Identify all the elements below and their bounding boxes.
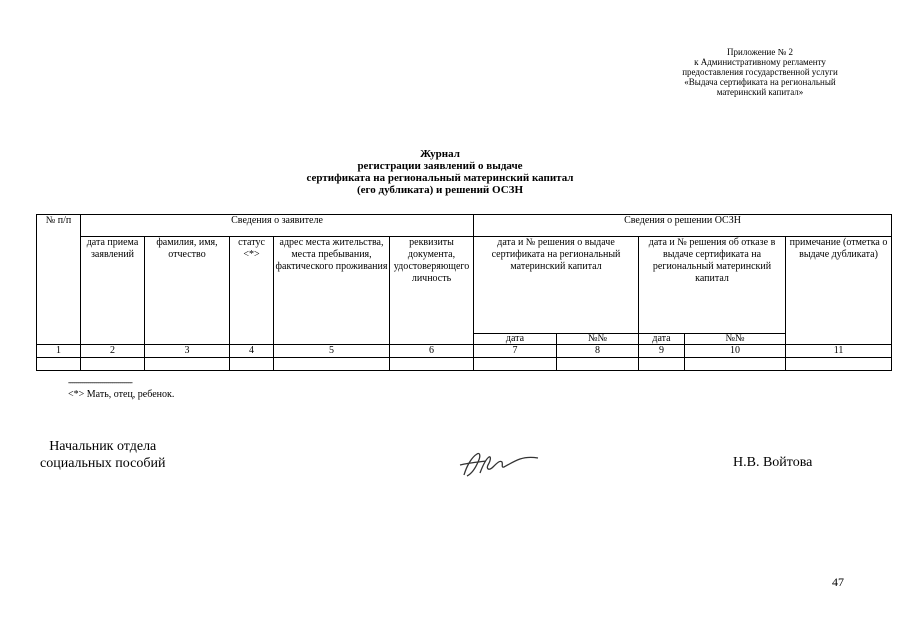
column-number: 6 (390, 345, 474, 358)
empty-cell (37, 358, 81, 371)
sub-refusal-number: №№ (685, 334, 786, 345)
column-number: 9 (639, 345, 685, 358)
column-number: 10 (685, 345, 786, 358)
title-line-2: регистрации заявлений о выдаче (357, 160, 523, 172)
journal-table (36, 214, 892, 371)
empty-cell (274, 358, 390, 371)
column-number: 1 (37, 345, 81, 358)
column-numbers-row (37, 345, 892, 358)
appendix-line-4: «Выдача сертификата на региональный (684, 77, 836, 87)
sub-refusal-date: дата (639, 334, 685, 345)
empty-cell (390, 358, 474, 371)
appendix-header (640, 47, 880, 97)
column-number: 3 (145, 345, 230, 358)
empty-cell (685, 358, 786, 371)
appendix-line-3: предоставления государственной услуги (682, 67, 838, 77)
empty-cell (145, 358, 230, 371)
header-decision: Сведения о решении ОСЗН (474, 215, 892, 237)
col-address: адрес места жительства, места пребывания, фактического проживания (274, 237, 390, 345)
empty-cell (474, 358, 557, 371)
column-number: 4 (230, 345, 274, 358)
handwritten-signature (458, 447, 540, 481)
empty-cell (557, 358, 639, 371)
empty-cell (230, 358, 274, 371)
col-issue-decision: дата и № решения о выдаче сертификата на региональный материнский капитал (474, 237, 639, 334)
column-number: 5 (274, 345, 390, 358)
footnote-separator: -------------------------------- (68, 377, 132, 387)
header-number: № п/п (37, 215, 81, 345)
empty-entry-row (37, 358, 892, 371)
signer-name: Н.В. Войтова (733, 455, 813, 470)
header-applicant: Сведения о заявителе (81, 215, 474, 237)
column-number: 8 (557, 345, 639, 358)
title-line-1: Журнал (420, 148, 460, 160)
document-title (250, 148, 630, 196)
sub-issue-date: дата (474, 334, 557, 345)
col-refusal-decision: дата и № решения об отказе в выдаче сертификата на региональный материнский капитал (639, 237, 786, 334)
sub-issue-number: №№ (557, 334, 639, 345)
page-number: 47 (832, 575, 844, 589)
signer-position (40, 438, 165, 472)
col-full-name: фамилия, имя, отчество (145, 237, 230, 345)
title-line-4: (его дубликата) и решений ОСЗН (356, 184, 524, 196)
appendix-line-2: к Административному регламенту (694, 57, 826, 67)
position-line-1: Начальник отдела (49, 439, 157, 454)
title-line-3: сертификата на региональный материнский капитал (306, 172, 574, 184)
appendix-line-1: Приложение № 2 (727, 47, 793, 57)
position-line-2: социальных пособий (40, 456, 166, 471)
col-application-date: дата приема заявлений (81, 237, 145, 345)
footnote-text: <*> Мать, отец, ребенок. (68, 389, 175, 400)
column-number: 11 (786, 345, 892, 358)
col-identity-document: реквизиты документа, удостоверяющего личность (390, 237, 474, 345)
empty-cell (639, 358, 685, 371)
empty-cell (786, 358, 892, 371)
column-number: 7 (474, 345, 557, 358)
appendix-line-5: материнский капитал» (716, 87, 804, 97)
empty-cell (81, 358, 145, 371)
col-note: примечание (отметка о выдаче дубликата) (786, 237, 892, 345)
col-status: статус <*> (230, 237, 274, 345)
column-number: 2 (81, 345, 145, 358)
